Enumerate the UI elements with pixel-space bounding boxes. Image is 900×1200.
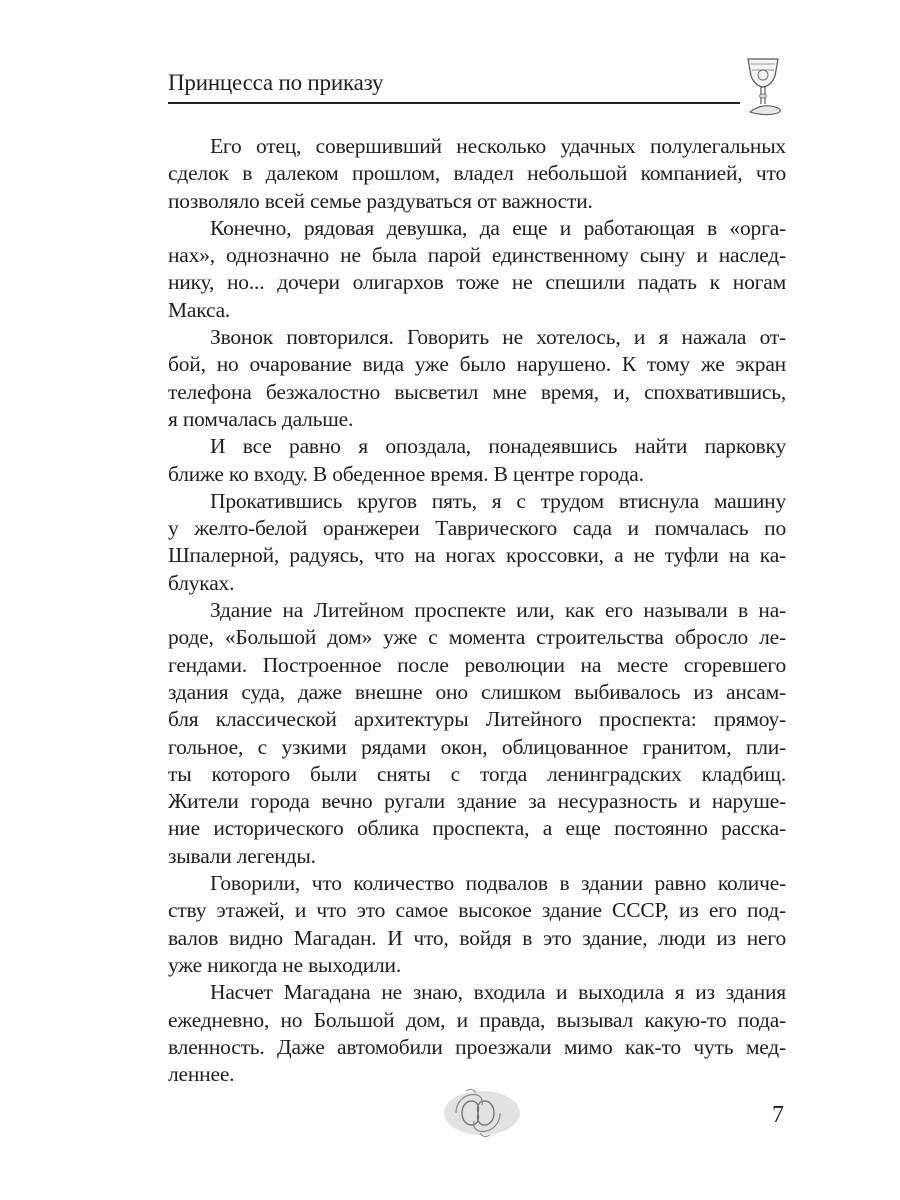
paragraph	[168, 133, 786, 215]
text-line: зывали легенды.	[168, 843, 316, 868]
text-line: роде, «Большой дом» уже с момента строительства обросло ле-	[168, 625, 786, 650]
text-line: бля классической архитектуры Литейного проспекта: прямоу-	[168, 707, 786, 732]
text-line: Говорили, что количество подвалов в здании равно количе-	[210, 871, 786, 896]
text-line: Насчет Магадана не знаю, входила и выходила я из здания	[210, 980, 786, 1005]
text-line: Здание на Литейном проспекте или, как его называли в на-	[210, 598, 786, 623]
paragraph	[168, 433, 786, 488]
swirl-ornament-icon	[432, 1083, 524, 1143]
text-line: ние исторического облика проспекта, а еще постоянно расска-	[168, 816, 786, 841]
book-title: Принцесса по приказу	[168, 70, 384, 95]
text-line: у желто-белой оранжереи Таврического сада и помчалась по	[168, 516, 786, 541]
text-line: И все равно я опоздала, понадеявшись найти парковку	[210, 434, 786, 459]
text-line: леннее.	[168, 1062, 235, 1087]
text-line: бой, но очарование вида уже было нарушено. К тому же экран	[168, 352, 786, 377]
paragraph	[168, 597, 786, 870]
text-line: уже никогда не выходили.	[168, 952, 402, 977]
paragraph	[168, 870, 786, 979]
goblet-icon	[738, 56, 788, 118]
text-line: нику, но... дочери олигархов тоже не спешили падать к ногам	[168, 270, 786, 295]
text-line: Прокатившись кругов пять, я с трудом втиснула машину	[210, 488, 786, 513]
text-line: Макса.	[168, 297, 231, 322]
page-number: 7	[772, 1102, 784, 1128]
paragraph	[168, 979, 786, 1088]
text-line: Жители города вечно ругали здание за несуразность и наруше-	[168, 789, 786, 814]
text-line: Шпалерной, радуясь, что на ногах кроссовки, а не туфли на ка-	[168, 543, 786, 568]
text-line: Конечно, рядовая девушка, да еще и работающая в «орга-	[210, 215, 786, 240]
paragraph	[168, 488, 786, 597]
text-line: сделок в далеком прошлом, владел небольшой компанией, что	[168, 161, 786, 186]
text-line: вленность. Даже автомобили проезжали мимо как-то чуть мед-	[168, 1034, 786, 1059]
text-line: здания суда, даже внешне оно слишком выбивалось из ансам-	[168, 679, 786, 704]
text-line: ству этажей, и что это самое высокое здание СССР, из его под-	[168, 898, 786, 923]
text-line: ближе ко входу. В обеденное время. В центре города.	[168, 461, 644, 486]
paragraph	[168, 215, 786, 324]
text-line: телефона безжалостно высветил мне время, и, спохватившись,	[168, 379, 786, 404]
text-line: блуках.	[168, 570, 235, 595]
text-line: позволяло всей семье раздуваться от важности.	[168, 188, 593, 213]
text-line: ежедневно, но Большой дом, и правда, вызывал какую-то пода-	[168, 1007, 786, 1032]
text-line: гольное, с узкими рядами окон, облицованное гранитом, пли-	[168, 734, 786, 759]
text-line: ты которого были сняты с тогда ленинградских кладбищ.	[168, 761, 786, 786]
text-line: Его отец, совершивший несколько удачных полулегальных	[210, 134, 786, 158]
header-divider	[168, 102, 740, 104]
paragraph	[168, 324, 786, 433]
text-line: Звонок повторился. Говорить не хотелось, и я нажала от-	[210, 325, 786, 350]
text-line: валов видно Магадан. И что, войдя в это здание, люди из него	[168, 925, 786, 950]
text-line: нах», однозначно не была парой единственному сыну и наслед-	[168, 243, 786, 268]
chapter-body	[168, 133, 786, 1088]
text-line: гендами. Построенное после революции на месте сгоревшего	[168, 652, 786, 677]
text-line: я помчалась дальше.	[168, 406, 354, 431]
